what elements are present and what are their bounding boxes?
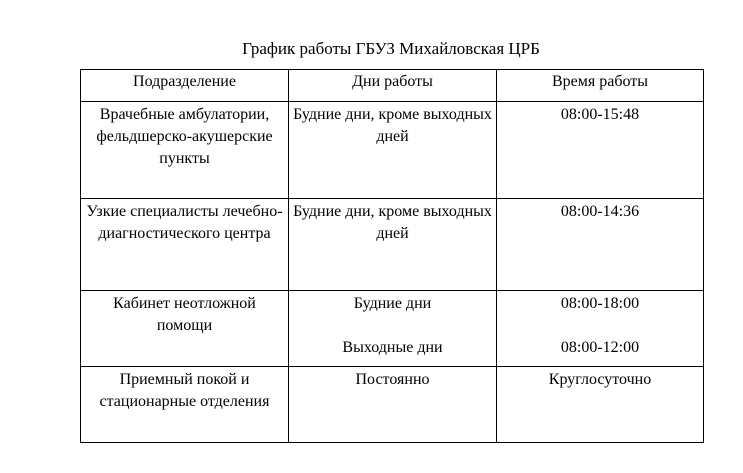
days-value: Будние дни, кроме выходных дней <box>293 203 492 242</box>
cell-days <box>289 102 497 199</box>
time-value: 08:00-18:00 <box>560 295 640 312</box>
time-value: 08:00-12:00 <box>560 339 640 356</box>
cell-days <box>289 367 497 443</box>
cell-days <box>289 199 497 291</box>
table-row <box>81 291 704 367</box>
cell-department: Приемный покой и стационарные отделения <box>81 367 289 443</box>
cell-time <box>497 102 704 199</box>
table-header-row <box>81 70 704 102</box>
header-department: Подразделение <box>81 70 289 102</box>
time-value: 08:00-15:48 <box>560 106 640 123</box>
time-value: 08:00-14:36 <box>560 203 640 220</box>
days-value: Выходные дни <box>342 339 443 356</box>
days-value: Будние дни <box>353 295 432 312</box>
cell-department: Врачебные амбулатории, фельдшерско-акушерские пункты <box>81 102 289 199</box>
cell-department: Кабинет неотложной помощи <box>81 291 289 367</box>
cell-time <box>497 199 704 291</box>
schedule-table <box>80 69 704 443</box>
header-time: Время работы <box>497 70 704 102</box>
cell-time <box>497 367 704 443</box>
document-title: График работы ГБУЗ Михайловская ЦРБ <box>242 39 540 58</box>
table-row <box>81 102 704 199</box>
table-row <box>81 199 704 291</box>
header-days: Дни работы <box>289 70 497 102</box>
cell-time <box>497 291 704 367</box>
time-value: Круглосуточно <box>548 371 652 388</box>
table-row <box>81 367 704 443</box>
days-value: Постоянно <box>355 371 430 388</box>
days-value: Будние дни, кроме выходных дней <box>293 106 492 145</box>
cell-department: Узкие специалисты лечебно-диагностического центра <box>81 199 289 291</box>
cell-days <box>289 291 497 367</box>
